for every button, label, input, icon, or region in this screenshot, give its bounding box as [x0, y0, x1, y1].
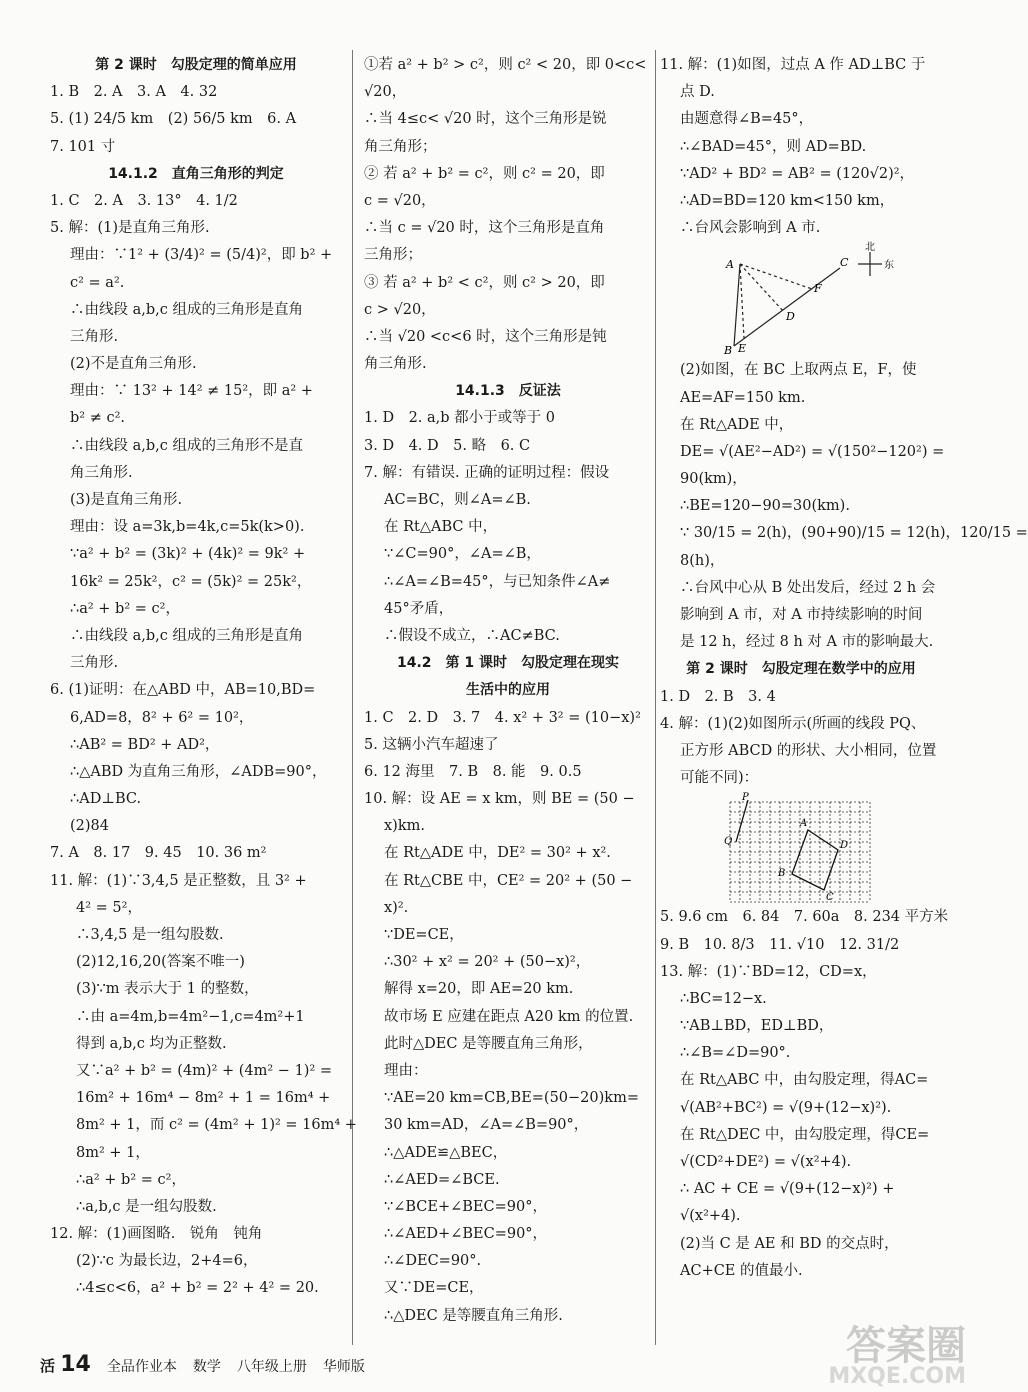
- answer-line: 三角形.: [70, 328, 119, 345]
- column-divider-2: [655, 50, 656, 1345]
- answer-line: 16k² = 25k²，c² = (5k)² = 25k²，: [70, 573, 312, 590]
- section-heading: 14.1.3 反证法: [455, 383, 561, 400]
- answer-line: ∴BE=120−90=30(km).: [680, 498, 850, 515]
- subject: 数学: [192, 1359, 221, 1375]
- answer-line: 1. C 2. A 3. 13° 4. 1/2: [50, 192, 238, 209]
- answer-line: 1. C 2. D 3. 7 4. x² + 3² = (10−x)²: [364, 709, 641, 726]
- answer-line: 45°矛盾，: [384, 600, 454, 617]
- answer-line: ∵∠C=90°，∠A=∠B，: [384, 546, 541, 563]
- answer-line: 11. 解：(1)如图，过点 A 作 AD⊥BC 于: [660, 57, 926, 73]
- answer-line: 角三角形.: [70, 464, 133, 481]
- answer-line: ∴a² + b² = c²，: [70, 600, 180, 617]
- answer-line: √20，: [364, 84, 407, 101]
- answer-line: 6. 12 海里 7. B 8. 能 9. 0.5: [364, 763, 582, 780]
- answer-line: AC+CE 的值最小.: [680, 1262, 803, 1279]
- answer-line: 角三角形.: [364, 356, 427, 373]
- answer-line: 理由：∵1² + (3/4)² = (5/4)²，即 b² +: [70, 247, 333, 264]
- answer-line: ∴ AC + CE = √(9+(12−x)²) +: [680, 1181, 895, 1198]
- answer-line: 由题意得∠B=45°，: [680, 111, 814, 128]
- answer-line: AE=AF=150 km.: [680, 389, 806, 406]
- answer-line: 16m² + 16m⁴ − 8m² + 1 = 16m⁴ +: [76, 1090, 331, 1107]
- answer-line: 在 Rt△ABC 中，由勾股定理，得AC=: [680, 1072, 929, 1089]
- answer-line: ② 若 a² + b² = c²，则 c² = 20，即: [364, 165, 605, 182]
- answer-line: ∵ 30/15 = 2(h)，(90+90)/15 = 12(h)，120/15 =: [680, 525, 1028, 542]
- answer-line: 5. 这辆小汽车超速了: [364, 736, 499, 753]
- answer-line: ∴∠DEC=90°.: [384, 1253, 482, 1270]
- answer-line: ∴AB² = BD² + AD²，: [70, 736, 220, 753]
- answer-line: 7. 101 寸: [50, 138, 116, 155]
- answer-line: 5. 9.6 cm 6. 84 7. 60a 8. 234 平方米: [660, 909, 949, 926]
- label-d2: D: [840, 840, 849, 852]
- answer-line: 又∵a² + b² = (4m)² + (4m² − 1)² =: [76, 1062, 333, 1079]
- section-heading: 第 2 课时 勾股定理的简单应用: [95, 57, 297, 73]
- label-b2: B: [778, 868, 786, 880]
- label-c2: C: [826, 892, 834, 904]
- section-heading: 14.2 第 1 课时 勾股定理在现实: [396, 655, 620, 672]
- label-c: C: [840, 256, 849, 270]
- answer-line: b² ≠ c².: [70, 410, 126, 427]
- answer-line: (2)∵c 为最长边，2+4=6，: [76, 1253, 258, 1270]
- answer-line: ∴当 √20 <c<6 时，这个三角形是钝: [364, 328, 607, 345]
- typhoon-diagram: [660, 242, 942, 357]
- book-title: 全品作业本: [106, 1359, 177, 1375]
- answer-column-1: [50, 52, 357, 1303]
- answer-line: 是 12 h，经过 8 h 对 A 市的影响最大.: [680, 634, 934, 651]
- answer-line: 1. D 2. a,b 都小于或等于 0: [364, 410, 555, 427]
- answer-line: ∴△ADE≌△BEC，: [384, 1144, 508, 1161]
- answer-line: ∵DE=CE，: [384, 927, 464, 943]
- answer-line: 1. D 2. B 3. 4: [660, 688, 776, 705]
- answer-line: 又∵DE=CE，: [384, 1280, 484, 1297]
- answer-line: (3)是直角三角形.: [70, 492, 183, 508]
- answer-line: 11. 解：(1)∵3,4,5 是正整数，且 3² +: [50, 872, 307, 889]
- answer-line: 在 Rt△DEC 中，由勾股定理，得CE=: [680, 1126, 930, 1143]
- answer-line: 得到 a,b,c 均为正整数.: [76, 1035, 227, 1052]
- answer-line: ∴AD=BD=120 km<150 km，: [680, 192, 895, 209]
- answer-line: (2)84: [70, 818, 109, 835]
- answer-line: 此时△DEC 是等腰直角三角形，: [384, 1035, 593, 1052]
- answer-line: ③ 若 a² + b² < c²，则 c² > 20，即: [364, 274, 605, 291]
- answer-line: 4. 解：(1)(2)如图所示(所画的线段 PQ、: [660, 715, 926, 732]
- edition: 华师版: [322, 1359, 365, 1375]
- answer-line: 故市场 E 应建在距点 A20 km 的位置.: [384, 1008, 634, 1025]
- answer-line: ∴3,4,5 是一组勾股数.: [76, 927, 224, 943]
- answer-line: 10. 解：设 AE = x km，则 BE = (50 −: [364, 791, 635, 808]
- label-f: F: [814, 282, 822, 296]
- answer-line: 可能不同)：: [680, 770, 759, 787]
- answer-line: ∵AE=20 km=CB,BE=(50−20)km=: [384, 1090, 639, 1107]
- answer-line: 在 Rt△ADE 中，: [680, 416, 794, 433]
- answer-line: 点 D.: [680, 84, 715, 101]
- answer-line: 3. D 4. D 5. 略 6. C: [364, 437, 531, 454]
- grade: 八年级上册: [236, 1359, 307, 1375]
- page-number: 活 14: [40, 1352, 91, 1377]
- grid-diagram: [660, 792, 942, 904]
- answer-line: ∴台风会影响到 A 市.: [680, 220, 821, 237]
- answer-line: 在 Rt△ABC 中，: [384, 519, 498, 536]
- answer-line: 13. 解：(1)∵BD=12，CD=x，: [660, 963, 877, 980]
- answer-line: (2)如图，在 BC 上取两点 E，F，使: [680, 362, 917, 379]
- answer-line: ∴△ABD 为直角三角形，∠ADB=90°，: [70, 763, 327, 780]
- answer-line: ∴BC=12−x.: [680, 990, 767, 1007]
- answer-line: ∵AD² + BD² = AB² = (120√2)²，: [680, 165, 915, 182]
- label-a2: A: [800, 818, 808, 830]
- answer-line: 90(km)，: [680, 471, 747, 488]
- answer-line: ∴由 a=4m,b=4m²−1,c=4m²+1: [76, 1008, 305, 1025]
- answer-line: √(x²+4).: [680, 1208, 741, 1225]
- answer-line: ∵a² + b² = (3k)² + (4k)² = 9k² +: [70, 546, 306, 563]
- answer-column-3: [660, 52, 1028, 1285]
- section-heading: 第 2 课时 勾股定理在数学中的应用: [686, 661, 916, 678]
- answer-line: ∴当 4≤c< √20 时，这个三角形是锐: [364, 111, 607, 128]
- answer-line: ∴∠AED=∠BCE.: [384, 1171, 500, 1188]
- answer-line: 1. B 2. A 3. A 4. 32: [50, 84, 218, 101]
- answer-line: 理由：: [384, 1062, 428, 1079]
- label-east: 东: [884, 260, 894, 272]
- answer-line: ∴∠A=∠B=45°，与已知条件∠A≠: [384, 573, 611, 590]
- answer-line: ∴∠B=∠D=90°.: [680, 1045, 791, 1062]
- answer-line: ∴由线段 a,b,c 组成的三角形是直角: [70, 301, 303, 318]
- answer-line: ∴当 c = √20 时，这个三角形是直角: [364, 220, 605, 237]
- answer-line: 30 km=AD，∠A=∠B=90°，: [384, 1117, 589, 1134]
- answer-line: 三角形；: [364, 247, 422, 264]
- answer-line: 9. B 10. 8/3 11. √10 12. 31/2: [660, 936, 900, 953]
- answer-line: 正方形 ABCD 的形状、大小相同，位置: [680, 742, 937, 759]
- answer-line: DE= √(AE²−AD²) = √(150²−120²) =: [680, 443, 945, 460]
- answer-line: 6. (1)证明：在△ABD 中，AB=10,BD=: [50, 682, 316, 699]
- page-footer: [40, 1352, 365, 1382]
- answer-line: 三角形.: [70, 655, 119, 672]
- column-divider-1: [352, 50, 353, 1345]
- answer-line: ∵∠BCE+∠BEC=90°，: [384, 1198, 547, 1215]
- answer-line: ∴假设不成立，∴AC≠BC.: [384, 627, 560, 644]
- answer-line: (2)12,16,20(答案不唯一): [76, 954, 245, 971]
- watermark: 答案圈 MXQE.COM: [828, 1323, 966, 1389]
- answer-line: 5. (1) 24/5 km (2) 56/5 km 6. A: [50, 111, 297, 128]
- answer-line: ∴台风中心从 B 处出发后，经过 2 h 会: [680, 579, 936, 596]
- label-b: B: [724, 344, 733, 358]
- answer-line: 8m² + 1，而 c² = (4m² + 1)² = 16m⁴ +: [76, 1117, 357, 1134]
- answer-line: AC=BC，则∠A=∠B.: [384, 492, 531, 508]
- answer-line: ∴a,b,c 是一组勾股数.: [76, 1198, 217, 1215]
- label-north: 北: [865, 242, 875, 254]
- answer-line: 4² = 5²，: [76, 899, 142, 916]
- answer-line: √(AB²+BC²) = √(9+(12−x)²).: [680, 1099, 892, 1116]
- answer-line: 在 Rt△CBE 中，CE² = 20² + (50 −: [384, 872, 633, 889]
- answer-line: x)km.: [384, 818, 425, 835]
- answer-line: 理由：∵ 13² + 14² ≠ 15²，即 a² +: [70, 383, 313, 400]
- answer-line: c > √20，: [364, 301, 436, 318]
- answer-line: 5. 解：(1)是直角三角形.: [50, 220, 210, 237]
- answer-line: ∴4≤c<6，a² + b² = 2² + 4² = 20.: [76, 1280, 319, 1297]
- answer-line: 在 Rt△ADE 中，DE² = 30² + x².: [384, 845, 611, 862]
- answer-line: ∴△DEC 是等腰直角三角形.: [384, 1307, 563, 1324]
- section-heading: 14.1.2 直角三角形的判定: [108, 165, 284, 182]
- answer-line: ∴∠AED+∠BEC=90°，: [384, 1226, 548, 1243]
- answer-line: 8(h)，: [680, 552, 725, 569]
- answer-line: √(CD²+DE²) = √(x²+4).: [680, 1154, 852, 1170]
- answer-line: ∴由线段 a,b,c 组成的三角形不是直: [70, 437, 303, 454]
- answer-line: 12. 解：(1)画图略. 锐角 钝角: [50, 1226, 263, 1243]
- answer-line: (2)不是直角三角形.: [70, 356, 197, 373]
- answer-line: ∴a² + b² = c²，: [76, 1171, 186, 1188]
- answer-line: 解得 x=20，即 AE=20 km.: [384, 981, 574, 998]
- section-heading: 生活中的应用: [466, 682, 550, 699]
- answer-line: ∴30² + x² = 20² + (50−x)²，: [384, 954, 591, 971]
- label-p: P: [742, 792, 749, 804]
- answer-line: 影响到 A 市，对 A 市持续影响的时间: [680, 607, 923, 623]
- answer-line: 7. 解：有错误. 正确的证明过程：假设: [364, 464, 610, 481]
- answer-line: ∵AB⊥BD，ED⊥BD，: [680, 1018, 834, 1035]
- answer-line: 8m² + 1，: [76, 1144, 150, 1161]
- answer-line: 6,AD=8，8² + 6² = 10²，: [70, 709, 254, 726]
- answer-line: ∴∠BAD=45°，则 AD=BD.: [680, 138, 867, 155]
- answer-line: 角三角形；: [364, 138, 437, 155]
- answer-line: c² = a².: [70, 274, 125, 291]
- answer-line: ∴由线段 a,b,c 组成的三角形是直角: [70, 627, 303, 644]
- answer-line: ①若 a² + b² > c²，则 c² < 20，即 0<c<: [364, 57, 647, 73]
- label-d: D: [786, 310, 795, 324]
- answer-column-2: [364, 52, 652, 1330]
- answer-line: 理由：设 a=3k,b=4k,c=5k(k>0).: [70, 519, 305, 536]
- label-q: Q: [724, 836, 733, 848]
- label-a: A: [726, 258, 734, 272]
- answer-line: ∴AD⊥BC.: [70, 791, 142, 808]
- answer-line: x)².: [384, 899, 409, 916]
- label-e: E: [738, 342, 747, 356]
- answer-line: (3)∵m 表示大于 1 的整数，: [76, 981, 259, 998]
- answer-line: 7. A 8. 17 9. 45 10. 36 m²: [50, 845, 267, 862]
- answer-line: (2)当 C 是 AE 和 BD 的交点时，: [680, 1235, 899, 1252]
- answer-line: c = √20，: [364, 192, 436, 209]
